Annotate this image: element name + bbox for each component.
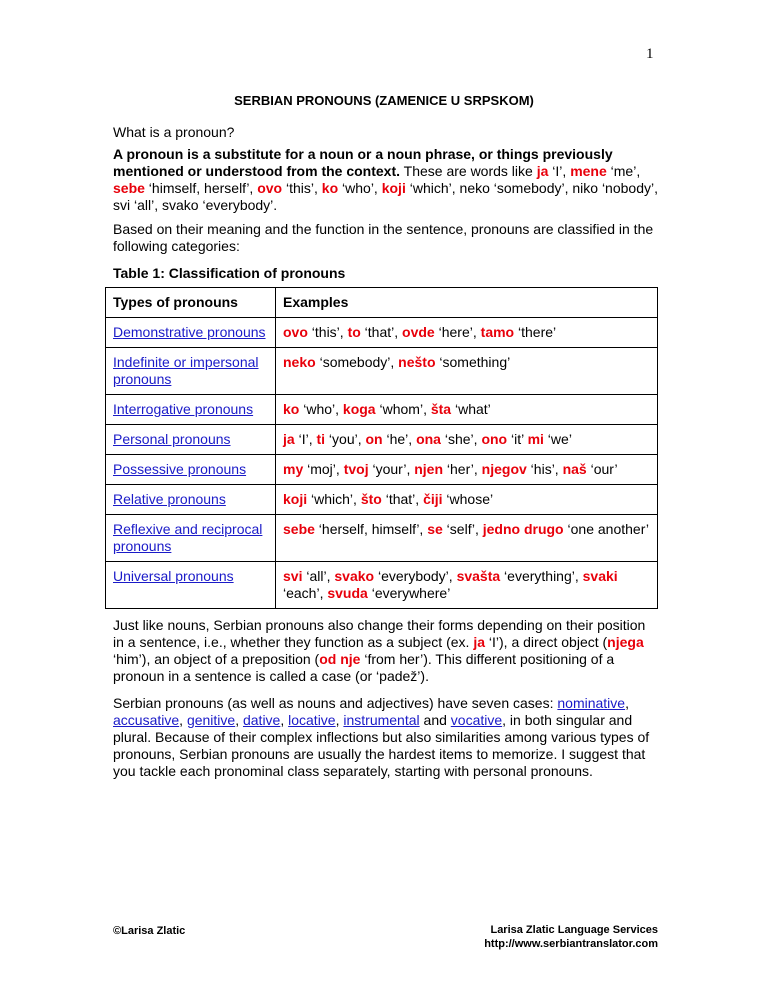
table-header-row [106,288,658,318]
pronoun-word: čiji [423,491,443,507]
pronoun-word: jedno drugo [482,521,564,537]
pronoun-word: koji [381,180,406,196]
table-header-types: Types of pronouns [106,288,276,318]
pronoun-word: naš [562,461,587,477]
paragraph-text: Just like nouns, Serbian pronouns also change their forms depending on their position in a sentence, i.e., whether they function as a subject (ex. [113,617,646,650]
table-row [106,425,658,455]
table-row [106,485,658,515]
pronoun-word: ja [473,634,486,650]
pronoun-word: se [427,521,443,537]
pronoun-type-link[interactable]: Interrogative pronouns [113,401,254,417]
pronoun-gloss: ‘who’, [338,180,382,196]
pronoun-type-cell [106,318,276,348]
pronoun-examples-cell [276,562,658,609]
paragraph-text: and [419,712,451,728]
pronoun-word: tamo [480,324,515,340]
pronoun-gloss: ‘whom’, [375,401,431,417]
pronoun-examples-cell [276,455,658,485]
pronoun-gloss: ‘whose’ [442,491,494,507]
pronoun-gloss: ‘that’, [381,491,424,507]
pronoun-gloss: ‘me’, [606,163,641,179]
pronoun-word: ja [283,431,295,447]
pronoun-word: svako [334,568,375,584]
pronoun-word: ti [316,431,326,447]
pronoun-gloss: ‘his’, [526,461,563,477]
pronoun-word: sebe [283,521,315,537]
question-text: What is a pronoun? [113,124,235,140]
pronoun-gloss: ‘himself, herself’, [144,180,258,196]
pronoun-gloss: ‘there’ [514,324,557,340]
pronoun-word: sebe [113,180,145,196]
pronoun-word: ovo [283,324,308,340]
pronoun-word: mi [527,431,544,447]
pronoun-gloss: ‘everywhere’ [367,585,451,601]
pronoun-word: koga [342,401,376,417]
pronoun-word: neko [283,354,316,370]
case-link[interactable]: dative [242,712,281,728]
pronoun-gloss: ‘all’, [302,568,335,584]
pronoun-gloss: ‘everybody’, [374,568,457,584]
pronoun-gloss: ‘self’, [442,521,483,537]
paragraph-text: ‘I’), a direct object ( [485,634,608,650]
pronoun-type-cell [106,395,276,425]
footer-copyright: ©Larisa Zlatic [113,925,186,937]
page-number: 1 [646,46,654,62]
pronoun-word: svašta [456,568,501,584]
definition-lead: These are words like [400,163,537,179]
pronoun-gloss: ‘each’, [283,585,328,601]
pronoun-type-cell [106,455,276,485]
pronoun-gloss: ‘we’ [543,431,572,447]
pronoun-type-link[interactable]: Relative pronouns [113,491,226,507]
pronoun-examples-cell [276,395,658,425]
pronoun-word: ja [536,163,549,179]
pronoun-gloss: ‘one another’ [563,521,649,537]
pronoun-word: koji [283,491,308,507]
pronoun-type-link[interactable]: Indefinite or impersonal pronouns [113,354,259,387]
page-title: SERBIAN PRONOUNS (ZAMENICE U SRPSKOM) [234,93,534,108]
pronoun-word: svuda [327,585,368,601]
case-link[interactable]: accusative [113,712,180,728]
pronoun-examples-cell [276,425,658,455]
pronoun-word: my [283,461,304,477]
paragraph-text: ‘from her’). This different positioning of a pronoun in a sentence is called a case (or ‘padež’). [113,651,615,684]
case-link[interactable]: genitive [186,712,236,728]
seven-cases-paragraph [113,695,658,780]
pronoun-examples-cell [276,348,658,395]
paragraph-text: , [280,712,289,728]
pronoun-word: ovde [402,324,435,340]
table-row [106,395,658,425]
pronoun-gloss: ‘who’, [299,401,343,417]
classification-table [105,287,658,609]
paragraph-text: Serbian pronouns (as well as nouns and adjectives) have seven cases: [113,695,558,711]
table-row [106,348,658,395]
pronoun-word: što [360,491,382,507]
pronoun-word: ona [416,431,441,447]
pronoun-gloss: ‘I’, [548,163,571,179]
pronoun-gloss: ‘he’, [382,431,417,447]
case-link[interactable]: vocative [450,712,503,728]
pronoun-type-cell [106,485,276,515]
pronoun-word: tvoj [343,461,369,477]
paragraph-text: , [625,695,629,711]
footer-website-link[interactable]: http://www.serbiantranslator.com [484,938,658,950]
table-row [106,562,658,609]
pronoun-word: njegov [481,461,527,477]
pronoun-gloss: ‘our’ [586,461,618,477]
pronoun-word: njen [414,461,444,477]
case-link[interactable]: nominative [557,695,626,711]
pronoun-gloss: ‘which’, neko ‘somebody’, niko ‘nobody’, svi ‘all’, svako ‘everybody’. [113,180,658,213]
pronoun-type-link[interactable]: Personal pronouns [113,431,231,447]
pronoun-type-link[interactable]: Possessive pronouns [113,461,247,477]
table-caption: Table 1: Classification of pronouns [113,265,346,281]
pronoun-gloss: ‘which’, [307,491,361,507]
pronoun-word: ono [481,431,508,447]
pronoun-gloss: ‘that’, [360,324,403,340]
pronoun-gloss: ‘moj’, [303,461,344,477]
pronoun-gloss: ‘I’, [294,431,317,447]
pronoun-word: svaki [582,568,618,584]
pronoun-gloss: ‘somebody’, [315,354,399,370]
footer-company-name: Larisa Zlatic Language Services [490,924,658,936]
pronoun-gloss: ‘herself, himself’, [314,521,428,537]
pronoun-word: svi [283,568,303,584]
pronoun-word: njega [607,634,644,650]
paragraph-text: ‘him’), an object of a preposition ( [113,651,320,667]
pronoun-type-cell [106,515,276,562]
footer-company [400,923,658,951]
pronoun-word: šta [430,401,452,417]
pronoun-gloss: ‘everything’, [500,568,583,584]
pronoun-type-link[interactable]: Universal pronouns [113,568,234,584]
pronoun-gloss: ‘what’ [451,401,491,417]
pronoun-type-cell [106,562,276,609]
pronoun-type-link[interactable]: Demonstrative pronouns [113,324,266,340]
table-row [106,318,658,348]
pronoun-gloss: ‘your’, [368,461,415,477]
pronoun-gloss: ‘it’ [507,431,528,447]
pronoun-word: od nje [319,651,361,667]
classification-intro: Based on their meaning and the function in the sentence, pronouns are classified in the following categories: [113,221,654,254]
table-row [106,515,658,562]
pronoun-word: to [347,324,361,340]
pronoun-gloss: ‘this’, [282,180,322,196]
pronoun-word: on [365,431,383,447]
table-row [106,455,658,485]
pronoun-gloss: ‘you’, [325,431,366,447]
case-link[interactable]: locative [288,712,336,728]
pronoun-gloss: ‘she’, [440,431,482,447]
paragraph-text: , in both singular and plural. Because of their complex inflections but also similarities among various types of pronouns, Serbian pronouns are usually the hardest items to memorize. I suggest that you tackle each pronominal class separately, starting with personal pronouns. [113,712,650,779]
definition-bold: A pronoun is a substitute for a noun or a noun phrase, or things previously mentioned or understood from the context. [113,146,613,179]
paragraph-text: , [335,712,344,728]
pronoun-word: nešto [398,354,436,370]
pronoun-type-link[interactable]: Reflexive and reciprocal pronouns [113,521,263,554]
pronoun-type-cell [106,425,276,455]
pronoun-word: ovo [257,180,283,196]
paragraph-text: , [235,712,243,728]
case-link[interactable]: instrumental [343,712,420,728]
pronoun-type-cell [106,348,276,395]
paragraph-text: , [179,712,187,728]
definition-paragraph [113,146,658,214]
pronoun-word: mene [570,163,607,179]
pronoun-examples-cell [276,515,658,562]
table-header-examples: Examples [276,288,658,318]
pronoun-gloss: ‘something’ [435,354,511,370]
pronoun-gloss: ‘her’, [443,461,482,477]
pronoun-gloss: ‘this’, [307,324,348,340]
cases-paragraph [113,617,658,685]
pronoun-examples-cell [276,485,658,515]
pronoun-word: ko [283,401,300,417]
pronoun-examples-cell [276,318,658,348]
pronoun-word: ko [321,180,339,196]
pronoun-gloss: ‘here’, [434,324,481,340]
